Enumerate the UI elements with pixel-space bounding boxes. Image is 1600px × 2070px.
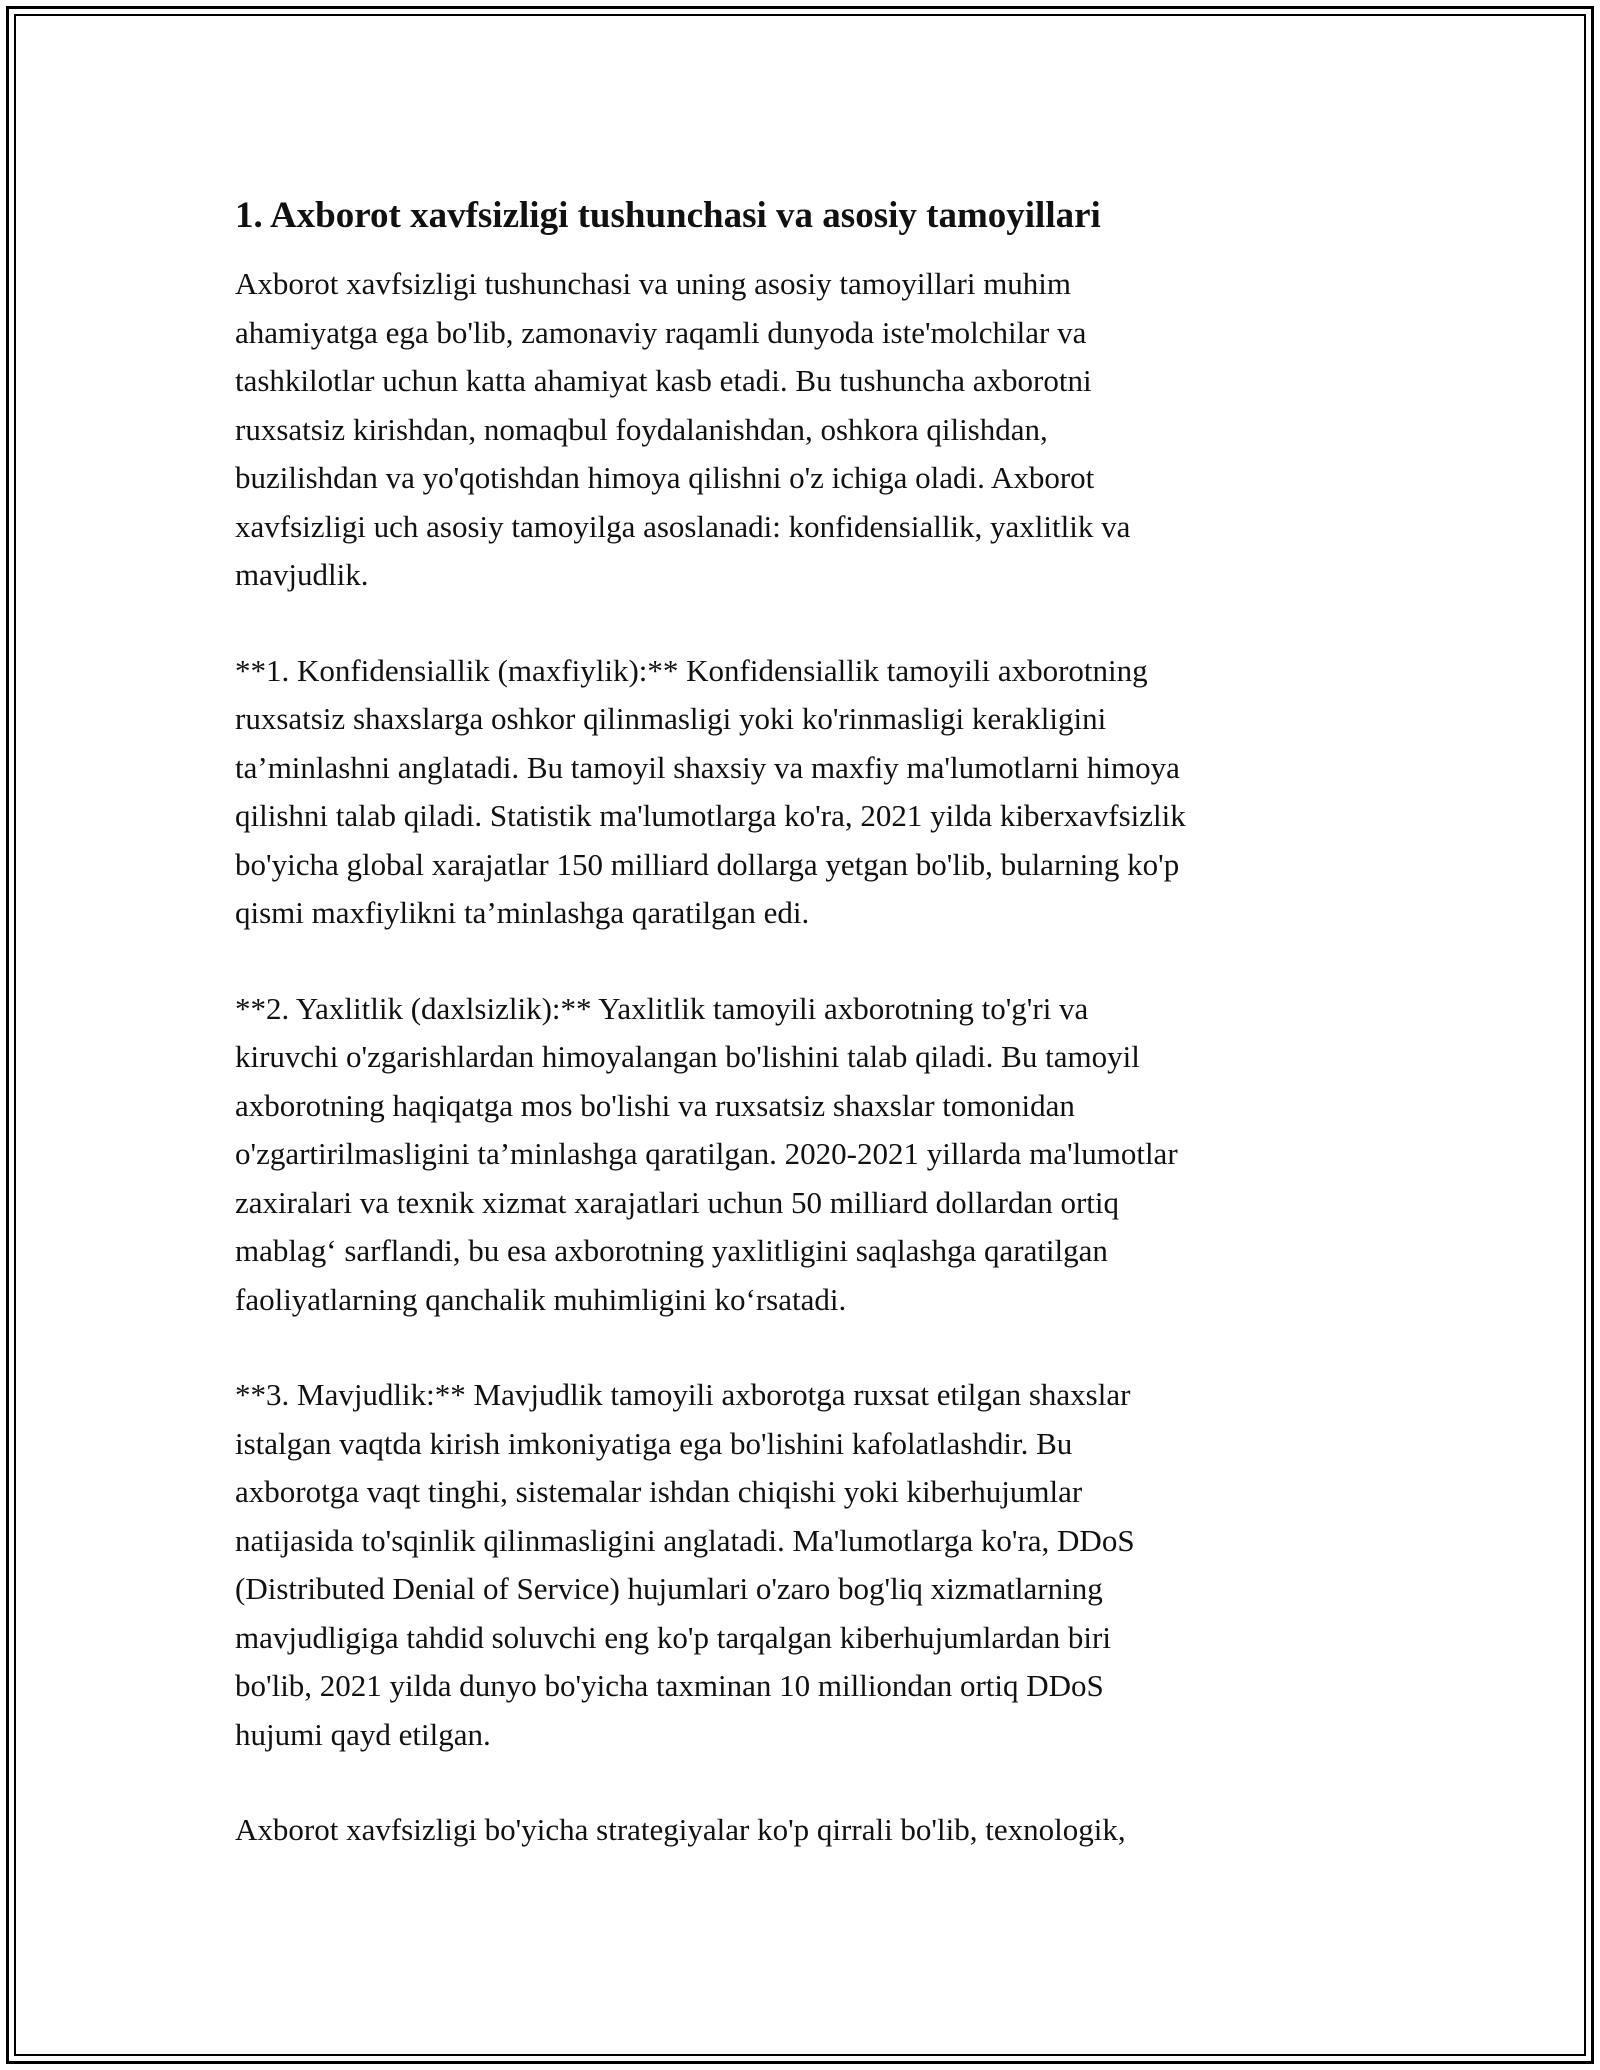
text-line: bo'yicha global xarajatlar 150 milliard dollarga yetgan bo'lib, bularning ko'p	[235, 846, 1180, 882]
section-heading: 1. Axborot xavfsizligi tushunchasi va asosiy tamoyillari	[235, 195, 1101, 236]
text-line: kiruvchi o'zgarishlardan himoyalangan bo'lishini talab qiladi. Bu tamoyil	[235, 1039, 1140, 1074]
text-line: xavfsizligi uch asosiy tamoyilga asoslanadi: konfidensiallik, yaxlitlik va	[235, 508, 1131, 544]
text-line: ahamiyatga ega bo'lib, zamonaviy raqamli dunyoda iste'molchilar va	[235, 314, 1087, 350]
paragraph-integrity	[235, 985, 1375, 1325]
text-line: mablag‘ sarflandi, bu esa axborotning yaxlitligini saqlashga qaratilgan	[235, 1233, 1108, 1268]
text-line: axborotning haqiqatga mos bo'lishi va ruxsatsiz shaxslar tomonidan	[235, 1087, 1075, 1123]
text-line: qilishni talab qiladi. Statistik ma'lumotlarga ko'ra, 2021 yilda kiberxavfsizlik	[235, 798, 1186, 833]
document-page	[235, 190, 1375, 1855]
text-line: qismi maxfiylikni ta’minlashga qaratilgan edi.	[235, 895, 810, 930]
text-line: (Distributed Denial of Service) hujumlari o'zaro bog'liq xizmatlarning	[235, 1571, 1103, 1606]
text-line: **3. Mavjudlik:** Mavjudlik tamoyili axborotga ruxsat etilgan shaxslar	[235, 1377, 1131, 1412]
text-line: o'zgartirilmasligini ta’minlashga qaratilgan. 2020-2021 yillarda ma'lumotlar	[235, 1136, 1178, 1171]
text-line: buzilishdan va yo'qotishdan himoya qilishni o'z ichiga oladi. Axborot	[235, 460, 1095, 495]
paragraph-intro	[235, 260, 1375, 600]
text-line: **2. Yaxlitlik (daxlsizlik):** Yaxlitlik tamoyili axborotning to'g'ri va	[235, 990, 1089, 1026]
paragraph-confidentiality	[235, 647, 1375, 938]
text-line: mavjudligiga tahdid soluvchi eng ko'p tarqalgan kiberhujumlardan biri	[235, 1619, 1111, 1655]
paragraph-availability	[235, 1371, 1375, 1759]
text-line: **1. Konfidensiallik (maxfiylik):** Konfidensiallik tamoyili axborotning	[235, 652, 1148, 688]
text-line: zaxiralari va texnik xizmat xarajatlari uchun 50 milliard dollardan ortiq	[235, 1184, 1120, 1220]
text-line: tashkilotlar uchun katta ahamiyat kasb etadi. Bu tushuncha axborotni	[235, 363, 1092, 398]
text-line: axborotga vaqt tinghi, sistemalar ishdan chiqishi yoki kiberhujumlar	[235, 1474, 1083, 1509]
text-line: mavjudlik.	[235, 557, 369, 592]
text-line: Axborot xavfsizligi tushunchasi va uning asosiy tamoyillari muhim	[235, 266, 1072, 301]
text-line: faoliyatlarning qanchalik muhimligini ko‘rsatadi.	[235, 1281, 847, 1317]
text-line: ruxsatsiz shaxslarga oshkor qilinmasligi yoki ko'rinmasligi kerakligini	[235, 701, 1107, 736]
text-line: hujumi qayd etilgan.	[235, 1716, 491, 1752]
text-line: Axborot xavfsizligi bo'yicha strategiyalar ko'p qirrali bo'lib, texnologik,	[235, 1812, 1126, 1847]
text-line: istalgan vaqtda kirish imkoniyatiga ega bo'lishini kafolatlashdir. Bu	[235, 1425, 1073, 1461]
paragraph-strategies	[235, 1806, 1375, 1855]
text-line: bo'lib, 2021 yilda dunyo bo'yicha taxminan 10 milliondan ortiq DDoS	[235, 1668, 1104, 1703]
text-line: ruxsatsiz kirishdan, nomaqbul foydalanishdan, oshkora qilishdan,	[235, 411, 1048, 447]
text-line: natijasida to'sqinlik qilinmasligini anglatadi. Ma'lumotlarga ko'ra, DDoS	[235, 1522, 1135, 1558]
text-line: ta’minlashni anglatadi. Bu tamoyil shaxsiy va maxfiy ma'lumotlarni himoya	[235, 749, 1180, 785]
